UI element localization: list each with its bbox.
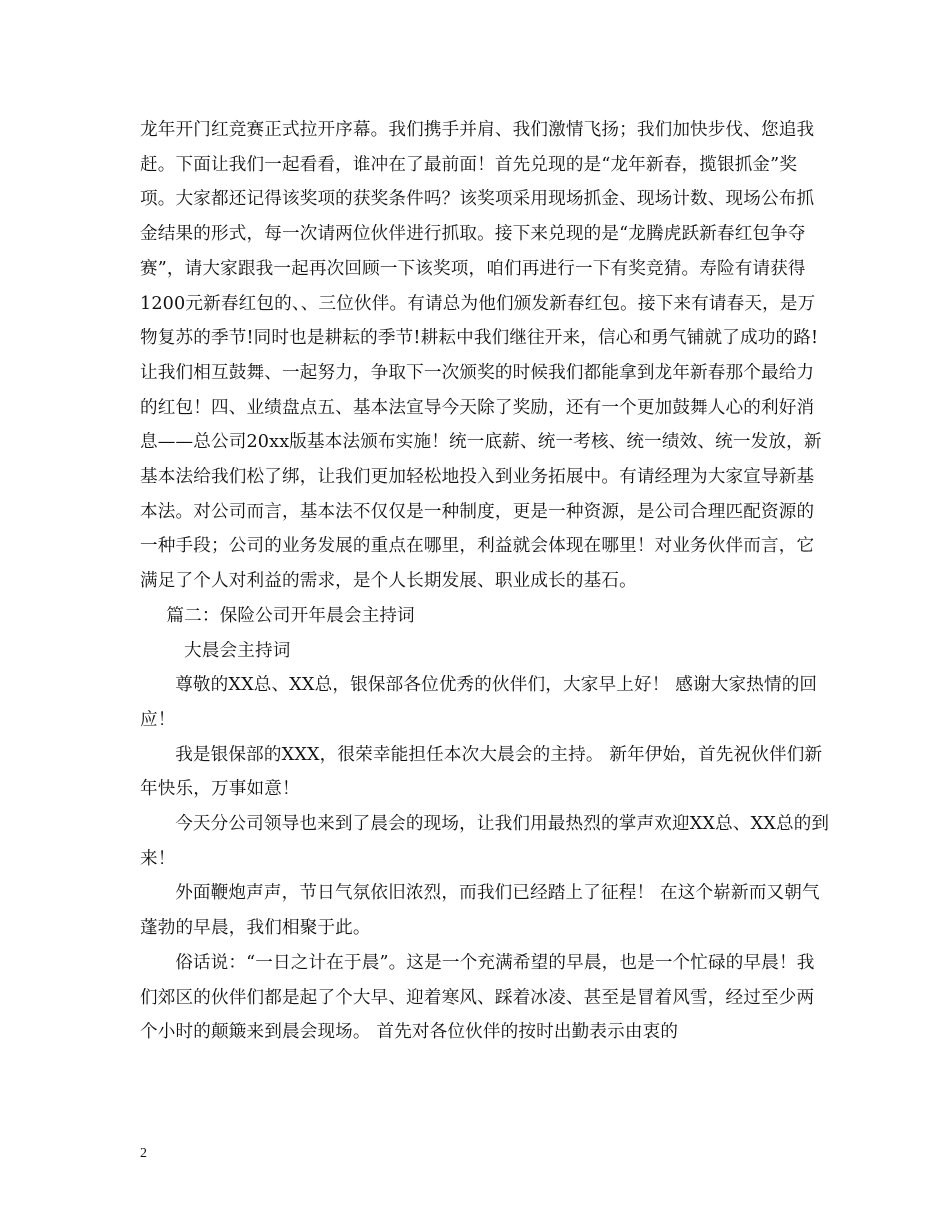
paragraph-morning: 俗话说：“一日之计在于晨”。这是一个充满希望的早晨，也是一个忙碌的早晨！我们郊区的伙伴们都是起了个大早、迎着寒风、踩着冰凌、甚至是冒着风雪，经过至少两个小时的颠簸来到晨会现场。 首先对各位伙伴的按时出勤表示由衷的 (140, 952, 815, 1043)
paragraph-1: 龙年开门红竞赛正式拉开序幕。我们携手并肩、我们激情飞扬；我们加快步伐、您追我赶。下面让我们一起看看，谁冲在了最前面！首先兑现的是“龙年新春，揽银抓金”奖项。大家都还记得该奖项的获奖条件吗？该奖项采用现场抓金、现场计数、现场公布抓金结果的形式，每一次请两位伙伴进行抓取。接下来兑现的是“龙腾虎跃新春红包争夺赛”，请大家跟我一起再次回顾一下该奖项，咱们再进行一下有奖竞猜。寿险有请获得1200元新春红包的、、三位伙伴。有请总为他们颁发新春红包。接下来有请春天，是万物复苏的季节!同时也是耕耘的季节!耕耘中我们继往开来，信心和勇气铺就了成功的路!让我们相互鼓舞、一起努力，争取下一次颁奖的时候我们都能拿到龙年新春那个最给力的红包！四、业绩盘点五、基本法宣导今天除了奖励，还有一个更加鼓舞人心的利好消息——总公司20xx版基本法颁布实施！统一底薪、统一考核、统一绩效、统一发放，新基本法给我们松了绑，让我们更加轻松地投入到业务拓展中。有请经理为大家宣导新基本法。对公司而言，基本法不仅仅是一种制度，更是一种资源，是公司合理匹配资源的一种手段；公司的业务发展的重点在哪里，利益就会体现在哪里！对业务伙伴而言，它满足了个人对利益的需求，是个人长期发展、职业成长的基石。 (140, 120, 822, 592)
sub-heading: 大晨会主持词 (184, 640, 291, 661)
paragraph-host-intro: 我是银保部的XXX，很荣幸能担任本次大晨会的主持。 新年伊始，首先祝伙伴们新年快乐，万事如意！ (140, 744, 823, 800)
document-body (140, 113, 830, 1050)
paragraph-greeting: 尊敬的XX总、XX总，银保部各位优秀的伙伴们，大家早上好！ 感谢大家热情的回应！ (140, 675, 818, 730)
paragraph-welcome-leaders: 今天分公司领导也来到了晨会的现场，让我们用最热烈的掌声欢迎XX总、XX总的到来！ (140, 814, 830, 869)
page-number: 2 (140, 1146, 147, 1161)
paragraph-festival: 外面鞭炮声声，节日气氛依旧浓烈，而我们已经踏上了征程！ 在这个崭新而又朝气蓬勃的早晨，我们相聚于此。 (140, 883, 820, 939)
section-heading: 篇二：保险公司开年晨会主持词 (166, 605, 415, 626)
